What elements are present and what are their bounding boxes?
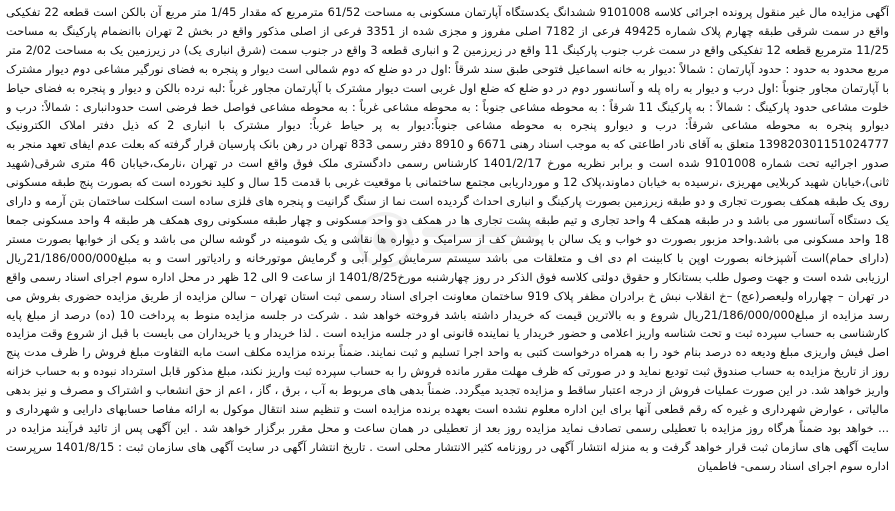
auction-notice-text: آگهی مزایده مال غیر منقول پرونده اجرائی کلاسه 9101008 ششدانگ یکدستگاه آپارتمان مسکونی به مساحت 61/52 مترمربع که مقدار 1/45 متر مربع آن بالکن است قطعه 22 تفکیکی واقع در سمت شرقی طبقه چهارم پلاک شماره 49425 فرعی از 7182 اصلی مفروز و مجزی شده از 3351 فرعی از اصلی مذکور واقع در بخش 2 تهران باانضمام پارکینگ به مساحت 11/25 مترمربع قطعه 12 تفکیکی واقع در سمت غرب جنوب پارکینگ 11 واقع در زیرزمین 2 و انباری قطعه 3 واقع در جنوب سمت (شرق انباری یک) در زیرزمین یک به مساحت 2/02 متر مربع محدود به حدود : حدود آپارتمان : شمالاً :دیوار به خانه اسماعیل فتوحی طبق سند شرقاً :اول در دو ضلع که دوم شمالی است دیوار و پنجره به فضای نورگیر مشاعی دوم دیوار مشترک با آپارتمان مجاور جنوباً :اول درب و دیوار به راه پله و آسانسور دوم در دو ضلع که ضلع اول غربی است دیوار مشترک با آپارتمان مجاور غرباً :لبه نرده بالکن و دیوار و پنجره به فضای حیاط خلوت مشاعی حدود پارکینگ : شمالاً : به پارکینگ 11 شرقاً : به محوطه مشاعی جنوباً : به محوطه مشاعی غرباً : به محوطه مشاعی فواصل خط فرضی است حدودانباری : شمالاً: درب و دیوارو پنجره به محوطه مشاعی شرقاً: درب و دیوارو پنجره به محوطه مشاعی جنوباً:دیوار به پر حیاط غرباً: دیوار مشترک با انباری 2 که ذیل دفتر املاک الکترونیک 139820301151024777 متعلق به آقای نادر اطاعتی که به موجب اسناد رهنی 6671 و 8910 دفتر رسمی 833 تهران در رهن بانک پارسیان قرار گرفته که بعلت عدم ایفای تعهد منجر به صدور اجرائیه تحت شماره 9101008 شده است و برابر نظریه مورخ 1401/2/17 کارشناس رسمی دادگستری ملک فوق واقع است در تهران ،نارمک،خیابان 46 متری شرقی(شهید ثانی)،خیابان شهید کربلایی مهریزی ،نرسیده به خیابان دماوند،پلاک 12 و مورداریابی مجتمع ساختمانی با موقعیت غربی با قدمت 15 سال و کلید نخورده است که بصورت پنج طبقه مسکونی روی یک طبقه همکف بصورت تجاری و دو طبقه زیرزمین بصورت پارکینگ و انباری احداث گردیده است نما از سنگ گرانیت و پنجره های فلزی ساده است اسکلت ساختمان بتن آرمه و دارای یک دستگاه آسانسور می باشد و در طبقه همکف 4 واحد تجاری و تیم طبقه پشت تجاری ها در همکف دو واحد مسکونی و چهار طبقه مسکونی روی همکف هر طبقه 4 واحد مسکونی جمعا 18 واحد مسکونی می باشد.واحد مزبور بصورت دو خواب و یک سالن با پوشش کف از سرامیک و دیواره ها نقاشی و یک شومینه در گوشه سالن می باشد و یکی از خوابها بصورت مستر (دارای حمام)است آشپزخانه بصورت اوپن با کابینت ام دی اف و متعلقات می باشد سیستم سرمایش کولر آبی و گرمایش موتورخانه و رادیاتور است و به مبلغ21/186/000/000ریال ارزیابی شده است و جهت وصول طلب بستانکار و حقوق دولتی کلاسه فوق الذکر در روز چهارشنبه مورخ1401/8/25 از ساعت 9 الی 12 ظهر در محل اداره سوم اجرای اسناد رسمی واقع در تهران – چهارراه ولیعصر(عج) –خ انقلاب نبش خ برادران مظفر پلاک 919 ساختمان معاونت اجرای اسناد رسمی ثبت استان تهران – سالن مزایده از طریق مزایده حضوری بفروش می رسد مزایده از مبلغ21/186/000/000ریال شروع و به بالاترین قیمت که خریدار داشته باشد فروخته خواهد شد . شرکت در جلسه مزایده منوط به پرداخت 10 (ده) درصد از مبلغ پایه کارشناسی به حساب سپرده ثبت و تحت شناسه واریز اعلامی و حضور خریدار یا نماینده قانونی او در جلسه مزایده است . لذا خریدار و یا خریداران می بایست با قبل از شروع وقت مزایده اصل فیش واریزی مبلغ ودیعه ده درصد بنام خود را به همراه درخواست کتبی به واحد اجرا تسلیم و ثبت نمایند. ضمناً برنده مزایده مکلف است مابه التفاوت مبلغ فروش را ظرف مدت پنج روز از تاریخ مزایده به حساب صندوق ثبت تودیع نماید و در صورتی که ظرف مهلت مقرر مانده فروش را به حساب سپرده ثبت واریز نکند، مبلغ مذکور قابل استرداد نبوده و به حساب خزانه واریز خواهد شد. در این صورت عملیات فروش از درجه اعتبار ساقط و مزایده تجدید میگردد. ضمناً بدهی های مربوط به آب ، برق ، گاز ، اعم از حق انشعاب و اشتراک و مصرف و نیز بدهی مالیاتی ، عوارض شهرداری و غیره که رقم قطعی آنها برای این اداره معلوم نشده است بعهده برنده مزایده است و تنظیم سند انتقال موکول به ارائه مفاصا حسابهای دارایی و شهرداری و ... خواهد بود ضمناً هرگاه روز مزایده با تعطیلی رسمی تصادف نماید مزایده روز بعد از تعطیلی در همان ساعت و محل مقرر برگزار خواهد شد . این آگهی پس از تائید فرآیند مزایده در سایت آگهی های سازمان ثبت قرار خواهد گرفت و به منزله انتشار آگهی در روزنامه کثیر الانتشار محلی است . تاریخ انتشار آگهی در سایت آگهی های سازمان ثبت : 1401/8/15 سرپرست اداره سوم اجرای اسناد رسمی- فاطمیان <box>6 5 889 473</box>
